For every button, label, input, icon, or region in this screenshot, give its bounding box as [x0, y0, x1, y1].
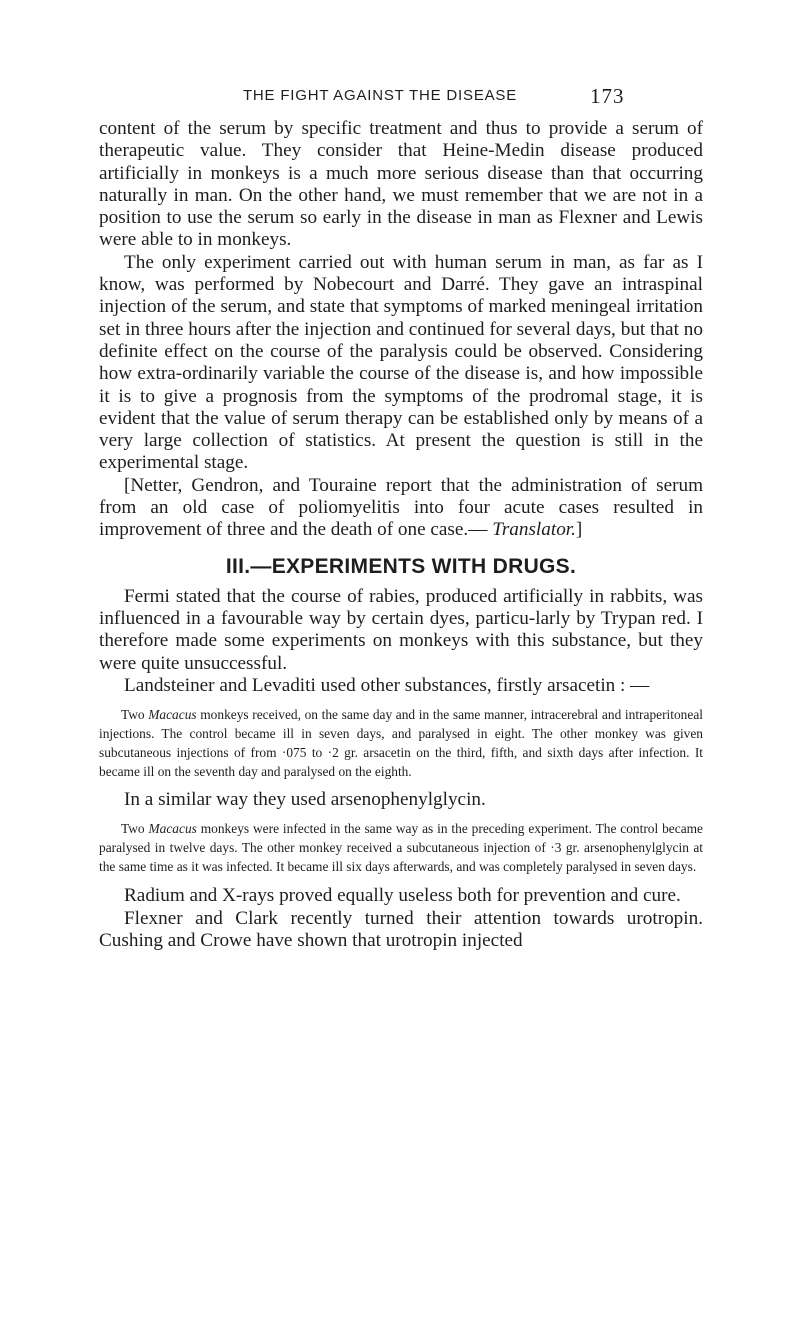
paragraph-urotropin: Flexner and Clark recently turned their attention towards urotropin. Cushing and Crowe have shown that urotropin injected: [99, 907, 703, 952]
arsenophenylglycin-prefix: Two: [121, 821, 149, 837]
section-heading: III.—EXPERIMENTS WITH DRUGS.: [225, 554, 577, 578]
paragraph-arsenophenylglycin: In a similar way they used arsenophenylglycin.: [124, 789, 486, 811]
arsacetin-prefix: Two: [121, 707, 149, 723]
paragraph-arsenophenylglycin-experiment: [99, 819, 703, 876]
translator-note-text: [Netter, Gendron, and Touraine report that the administration of serum from an old case of poliomyelitis into four acute cases resulted in improvement of three and the death of one case.—: [99, 474, 703, 541]
page-number: 173: [590, 84, 625, 108]
paragraph-radium-xrays: Radium and X-rays proved equally useless both for prevention and cure.: [124, 885, 681, 907]
paragraph-serum-continued: content of the serum by specific treatment and thus to provide a serum of therapeutic value. They consider that Heine-Medin disease produced artificially in monkeys is a much more serious disease than that occurring naturally in man. On the other hand, we must remember that we are not in a position to use the serum so early in the disease in man as Flexner and Lewis were able to in monkeys.: [99, 118, 703, 251]
arsacetin-species: Macacus: [148, 707, 197, 723]
translator-note-attribution: Translator.: [492, 519, 576, 541]
body-text: [99, 118, 703, 952]
arsenophenylglycin-species: Macacus: [148, 821, 197, 837]
arsacetin-rest: monkeys received, on the same day and in the same manner, intracerebral and intraperitoneal injections. The control became ill in seven days, and paralysed in eight. The other monkey was given subcutaneous injections of from ·075 to ·2 gr. arsacetin on the third, fifth, and sixth days after infection. It became ill on the seventh day and paralysed on the eighth.: [99, 707, 703, 780]
running-head: [0, 84, 800, 108]
paragraph-fermi-rabies: Fermi stated that the course of rabies, produced artificially in rabbits, was influenced in a favourable way by certain dyes, particu-larly by Trypan red. I therefore made some experiments on monkeys with this substance, but they were quite unsuccessful.: [99, 585, 703, 674]
running-title: THE FIGHT AGAINST THE DISEASE: [242, 87, 518, 104]
arsenophenylglycin-rest: monkeys were infected in the same way as in the preceding experiment. The control became paralysed in twelve days. The other monkey received a subcutaneous injection of ·3 gr. arsenophenylglycin at the same time as it was infected. It became ill six days afterwards, and was completely paralysed in seven days.: [99, 821, 703, 875]
paragraph-landsteiner-arsacetin: Landsteiner and Levaditi used other substances, firstly arsacetin : —: [124, 674, 650, 696]
paragraph-arsacetin-experiment: [99, 705, 703, 781]
paragraph-translator-note: [99, 475, 703, 542]
translator-note-close: ]: [575, 519, 583, 541]
paragraph-human-serum-experiment: The only experiment carried out with human serum in man, as far as I know, was performed by Nobecourt and Darré. They gave an intraspinal injection of the serum, and state that symptoms of marked meningeal irritation set in three hours after the injection and continued for several days, but that no definite effect on the course of the paralysis could be observed. Considering how extra-ordinarily variable the course of the disease is, and how impossible it is to give a prognosis from the symptoms of the prodromal stage, it is evident that the value of serum therapy can be established only by means of a very large collection of statistics. At present the question is still in the experimental stage.: [99, 251, 703, 474]
